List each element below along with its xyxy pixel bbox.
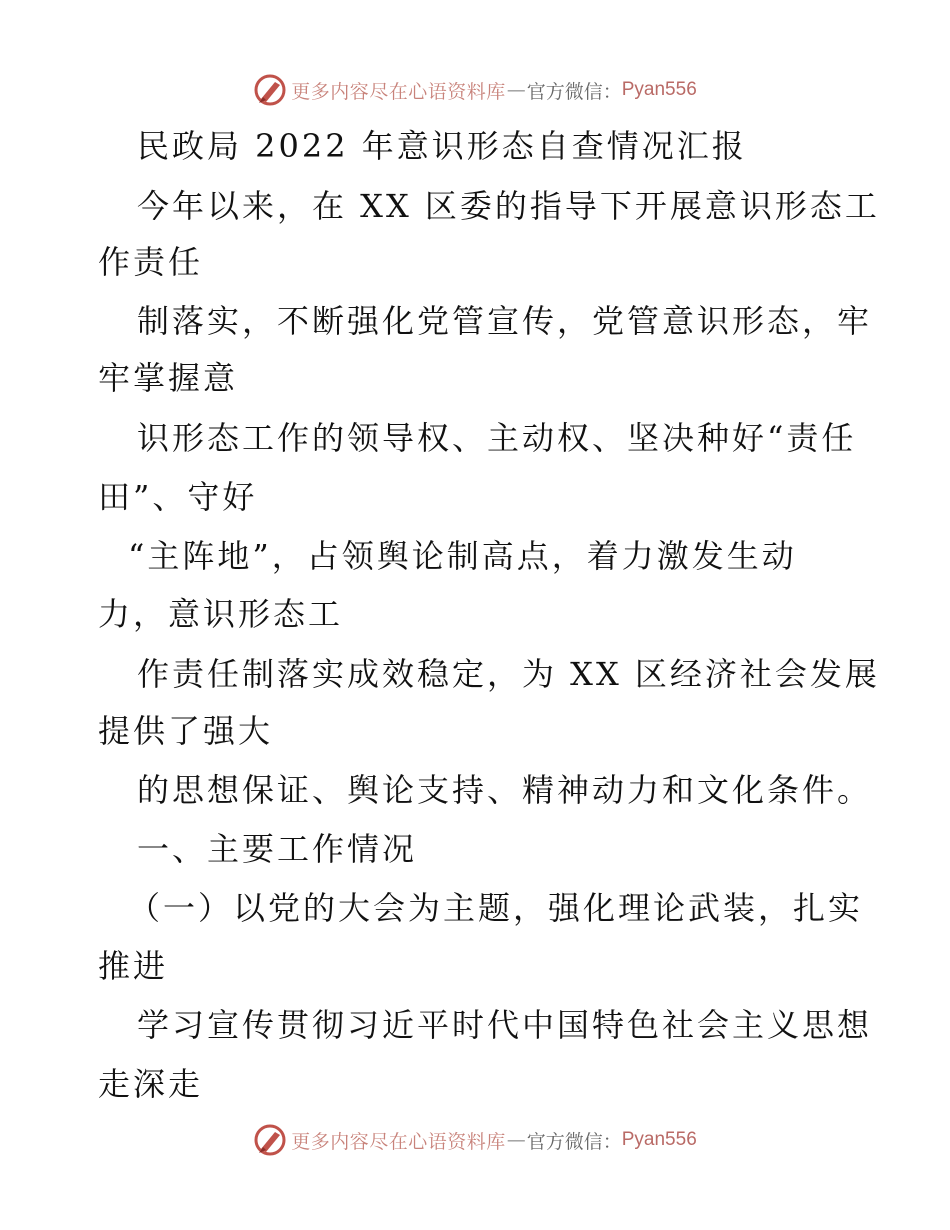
pen-logo-icon <box>253 1123 287 1157</box>
paragraph-line: 作责任制落实成效稳定，为 XX 区经济社会发展 <box>137 655 880 693</box>
watermark-wechat-id: Pyan556 <box>621 79 697 100</box>
paragraph-line: 提供了强大 <box>98 712 274 750</box>
document-title: 民政局 2022 年意识形态自查情况汇报 <box>137 127 747 165</box>
paragraph-line: 力，意识形态工 <box>98 595 344 633</box>
header-watermark <box>0 70 950 110</box>
watermark-main-text: 更多内容尽在心语资料库 <box>291 1130 506 1153</box>
watermark-dash: — <box>506 79 526 101</box>
watermark-sub-text: 官方微信： <box>526 1130 622 1153</box>
paragraph-line: 学习宣传贯彻习近平时代中国特色社会主义思想 <box>137 1006 873 1044</box>
paragraph-line: 制落实，不断强化党管宣传，党管意识形态，牢 <box>137 302 873 340</box>
watermark-dash: — <box>506 1129 526 1151</box>
paragraph-line: 走深走 <box>98 1065 204 1103</box>
watermark-main-text: 更多内容尽在心语资料库 <box>291 80 506 103</box>
paragraph-line: 推进 <box>98 947 169 985</box>
paragraph-line: 作责任 <box>98 243 204 281</box>
watermark-sub-text: 官方微信： <box>526 80 622 103</box>
paragraph-line: 的思想保证、舆论支持、精神动力和文化条件。 <box>137 771 873 809</box>
section-heading: 一、主要工作情况 <box>137 830 418 868</box>
pen-logo-icon <box>253 73 287 107</box>
subsection-heading: （一）以党的大会为主题，强化理论武装，扎实 <box>128 889 864 927</box>
paragraph-line: 识形态工作的领导权、主动权、坚决种好“责任 <box>137 419 857 457</box>
paragraph-line: 牢掌握意 <box>98 359 239 397</box>
paragraph-line: 今年以来，在 XX 区委的指导下开展意识形态工 <box>137 187 880 225</box>
paragraph-line: 田”、守好 <box>98 478 258 516</box>
footer-watermark <box>0 1120 950 1160</box>
watermark-wechat-id: Pyan556 <box>621 1129 697 1150</box>
paragraph-line: “主阵地”，占领舆论制高点，着力激发生动 <box>128 537 797 575</box>
